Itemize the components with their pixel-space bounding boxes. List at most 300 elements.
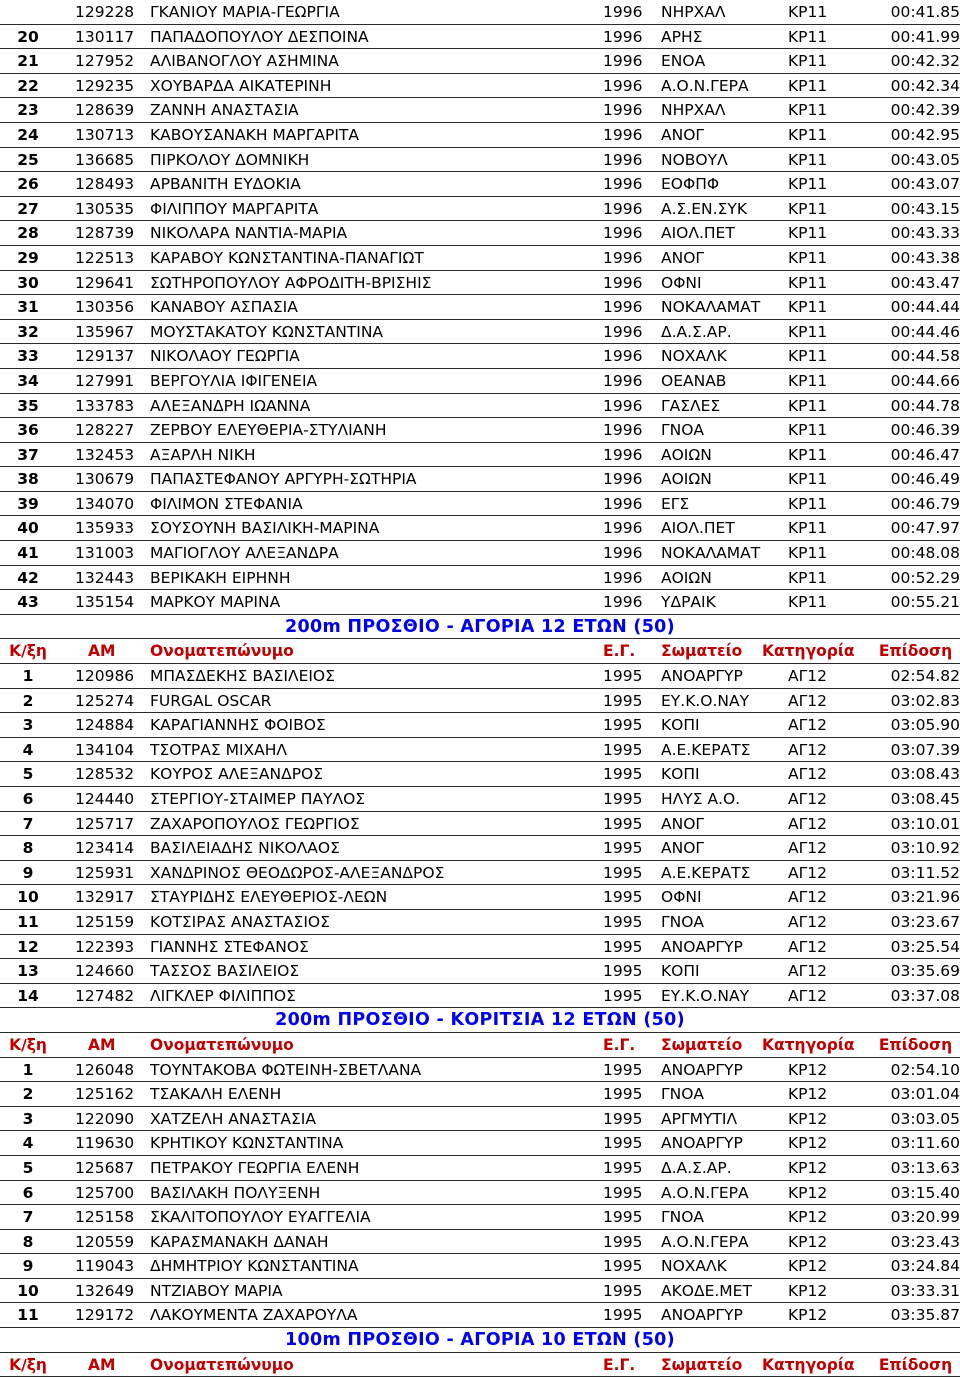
club-cell: ΓΑΣΛΕΣ bbox=[661, 396, 721, 415]
table-row bbox=[0, 295, 960, 320]
table-row bbox=[0, 861, 960, 886]
category-cell: ΚΡ11 bbox=[788, 421, 828, 440]
table-row bbox=[0, 1082, 960, 1107]
member-id-cell: 119630 bbox=[75, 1134, 135, 1153]
club-cell: ΑΙΟΛ.ΠΕΤ bbox=[661, 519, 735, 538]
athlete-name-cell: ΚΑΡΑΒΟΥ ΚΩΝΣΤΑΝΤΙΝΑ-ΠΑΝΑΓΙΩΤ bbox=[150, 248, 424, 267]
rank-cell: 13 bbox=[17, 962, 39, 981]
category-cell: ΚΡ11 bbox=[788, 199, 828, 218]
column-header-row bbox=[0, 1033, 960, 1058]
rank-cell: 5 bbox=[22, 1158, 34, 1177]
category-cell: ΚΡ11 bbox=[788, 494, 828, 513]
time-cell: 03:10.01 bbox=[890, 814, 960, 833]
table-row bbox=[0, 1107, 960, 1132]
time-cell: 03:08.45 bbox=[890, 790, 960, 808]
category-cell: ΑΓ12 bbox=[788, 839, 827, 858]
table-row bbox=[0, 689, 960, 714]
athlete-name-cell: ΝΤΖΙΑΒΟΥ ΜΑΡΙΑ bbox=[150, 1281, 283, 1300]
category-cell: ΚΡ12 bbox=[788, 1109, 828, 1128]
club-cell: ΝΟΚΑΛΑΜΑΤ bbox=[661, 544, 761, 563]
category-cell: ΑΓ12 bbox=[788, 667, 827, 686]
member-id-cell: 129641 bbox=[75, 273, 135, 292]
table-row bbox=[0, 935, 960, 960]
category-cell: ΑΓ12 bbox=[788, 716, 827, 735]
athlete-name-cell: ΝΙΚΟΛΑΡΑ ΝΑΝΤΙΑ-ΜΑΡΙΑ bbox=[150, 224, 348, 243]
table-row bbox=[0, 0, 960, 25]
table-row bbox=[0, 910, 960, 935]
member-id-cell: 124884 bbox=[75, 716, 135, 735]
club-cell: ΑΟΙΩΝ bbox=[661, 568, 712, 587]
member-id-cell: 122090 bbox=[75, 1109, 135, 1128]
category-cell: ΚΡ11 bbox=[788, 593, 828, 612]
header-club: Σωματείο bbox=[661, 642, 743, 661]
table-row bbox=[0, 984, 960, 1009]
club-cell: ΝΟΧΑΛΚ bbox=[661, 347, 727, 366]
club-cell: ΑΝΟΑΡΓΥΡ bbox=[661, 1060, 743, 1079]
time-cell: 03:24.84 bbox=[890, 1257, 960, 1276]
table-row bbox=[0, 762, 960, 787]
club-cell: ΑΝΟΑΡΓΥΡ bbox=[661, 1306, 743, 1325]
category-cell: ΚΡ11 bbox=[788, 445, 828, 464]
club-cell: ΕΥ.Κ.Ο.ΝΑΥ bbox=[661, 986, 750, 1005]
athlete-name-cell: ΑΞΑΡΛΗ ΝΙΚΗ bbox=[150, 445, 256, 464]
club-cell: ΕΝΟΑ bbox=[661, 52, 706, 71]
category-cell: ΚΡ11 bbox=[788, 396, 828, 415]
rank-cell: 14 bbox=[17, 986, 39, 1005]
category-cell: ΚΡ11 bbox=[788, 175, 828, 194]
club-cell: ΑΡΗΣ bbox=[661, 27, 703, 46]
birth-year-cell: 1996 bbox=[603, 371, 643, 390]
birth-year-cell: 1996 bbox=[603, 494, 643, 513]
time-cell: 00:52.29 bbox=[890, 568, 960, 587]
header-category: Κατηγορία bbox=[762, 1355, 855, 1374]
birth-year-cell: 1996 bbox=[603, 347, 643, 366]
member-id-cell: 132917 bbox=[75, 888, 135, 907]
header-club: Σωματείο bbox=[661, 1355, 743, 1374]
rank-cell: 2 bbox=[22, 691, 34, 710]
time-cell: 03:03.05 bbox=[890, 1109, 960, 1128]
table-row bbox=[0, 369, 960, 394]
time-cell: 00:46.47 bbox=[890, 445, 960, 464]
results-group-girls-12 bbox=[0, 1058, 960, 1329]
header-rank: Κ/ξη bbox=[9, 642, 47, 661]
member-id-cell: 129235 bbox=[75, 76, 135, 95]
category-cell: ΑΓ12 bbox=[788, 962, 827, 981]
header-time: Επίδοση bbox=[878, 642, 953, 661]
time-cell: 00:42.95 bbox=[890, 125, 960, 144]
athlete-name-cell: ΚΑΡΑΣΜΑΝΑΚΗ ΔΑΝΑΗ bbox=[150, 1232, 329, 1251]
club-cell: ΥΔΡΑΙΚ bbox=[661, 593, 716, 612]
member-id-cell: 125162 bbox=[75, 1085, 135, 1104]
table-row bbox=[0, 197, 960, 222]
category-cell: ΚΡ11 bbox=[788, 101, 828, 120]
table-row bbox=[0, 812, 960, 837]
time-cell: 03:05.90 bbox=[890, 716, 960, 735]
table-row bbox=[0, 885, 960, 910]
club-cell: Α.Σ.ΕΝ.ΣΥΚ bbox=[661, 199, 747, 218]
member-id-cell: 125687 bbox=[75, 1158, 135, 1177]
athlete-name-cell: ΧΑΝΔΡΙΝΟΣ ΘΕΟΔΩΡΟΣ-ΑΛΕΞΑΝΔΡΟΣ bbox=[150, 863, 445, 882]
athlete-name-cell: ΚΑΒΟΥΣΑΝΑΚΗ ΜΑΡΓΑΡΙΤΑ bbox=[150, 125, 359, 144]
member-id-cell: 125158 bbox=[75, 1208, 135, 1227]
header-am: ΑΜ bbox=[88, 1035, 116, 1054]
club-cell: Α.Ε.ΚΕΡΑΤΣ bbox=[661, 863, 751, 882]
member-id-cell: 130535 bbox=[75, 199, 135, 218]
member-id-cell: 130356 bbox=[75, 298, 135, 317]
member-id-cell: 129172 bbox=[75, 1306, 135, 1325]
rank-cell: 24 bbox=[17, 125, 39, 144]
member-id-cell: 134104 bbox=[75, 740, 135, 759]
club-cell: ΝΟΒΟΥΛ bbox=[661, 150, 728, 169]
athlete-name-cell: ΣΚΑΛΙΤΟΠΟΥΛΟΥ ΕΥΑΓΓΕΛΙΑ bbox=[150, 1208, 371, 1227]
rank-cell: 7 bbox=[22, 1208, 34, 1227]
time-cell: 03:21.96 bbox=[890, 888, 960, 907]
club-cell: ΕΥ.Κ.Ο.ΝΑΥ bbox=[661, 691, 750, 710]
table-row bbox=[0, 787, 960, 812]
member-id-cell: 135933 bbox=[75, 519, 135, 538]
member-id-cell: 125700 bbox=[75, 1183, 135, 1202]
member-id-cell: 119043 bbox=[75, 1257, 135, 1276]
club-cell: ΝΗΡΧΑΛ bbox=[661, 3, 726, 21]
birth-year-cell: 1996 bbox=[603, 445, 643, 464]
column-header-row bbox=[0, 1353, 960, 1377]
category-cell: ΚΡ12 bbox=[788, 1232, 828, 1251]
rank-cell: 21 bbox=[17, 52, 39, 71]
birth-year-cell: 1996 bbox=[603, 322, 643, 341]
member-id-cell: 128493 bbox=[75, 175, 135, 194]
table-row bbox=[0, 172, 960, 197]
club-cell: ΓΝΟΑ bbox=[661, 421, 705, 440]
rank-cell: 30 bbox=[17, 273, 39, 292]
member-id-cell: 129228 bbox=[75, 3, 135, 21]
category-cell: ΚΡ11 bbox=[788, 3, 828, 21]
member-id-cell: 128532 bbox=[75, 765, 135, 784]
athlete-name-cell: ΜΠΑΣΔΕΚΗΣ ΒΑΣΙΛΕΙΟΣ bbox=[150, 667, 335, 686]
athlete-name-cell: ΓΙΑΝΝΗΣ ΣΤΕΦΑΝΟΣ bbox=[150, 937, 309, 956]
rank-cell: 29 bbox=[17, 248, 39, 267]
athlete-name-cell: ΑΛΙΒΑΝΟΓΛΟΥ ΑΣΗΜΙΝΑ bbox=[150, 52, 339, 71]
birth-year-cell: 1995 bbox=[603, 1183, 643, 1202]
club-cell: Δ.Α.Σ.ΑΡ. bbox=[661, 322, 732, 341]
club-cell: ΚΟΠΙ bbox=[661, 765, 700, 784]
club-cell: ΕΓΣ bbox=[661, 494, 690, 513]
category-cell: ΑΓ12 bbox=[788, 937, 827, 956]
club-cell: ΑΝΟΓ bbox=[661, 248, 705, 267]
rank-cell: 5 bbox=[22, 765, 34, 784]
time-cell: 03:07.39 bbox=[890, 740, 960, 759]
member-id-cell: 122513 bbox=[75, 248, 135, 267]
category-cell: ΑΓ12 bbox=[788, 814, 827, 833]
rank-cell: 11 bbox=[17, 912, 39, 931]
rank-cell: 4 bbox=[22, 740, 34, 759]
table-row bbox=[0, 713, 960, 738]
table-row bbox=[0, 1156, 960, 1181]
club-cell: ΑΝΟΑΡΓΥΡ bbox=[661, 1134, 743, 1153]
rank-cell: 3 bbox=[22, 1109, 34, 1128]
rank-cell: 38 bbox=[17, 470, 39, 489]
table-row bbox=[0, 74, 960, 99]
birth-year-cell: 1995 bbox=[603, 1085, 643, 1104]
header-am: ΑΜ bbox=[88, 1355, 116, 1374]
time-cell: 00:43.07 bbox=[890, 175, 960, 194]
time-cell: 00:42.32 bbox=[890, 52, 960, 71]
time-cell: 00:41.85 bbox=[890, 3, 960, 21]
time-cell: 03:23.67 bbox=[890, 912, 960, 931]
rank-cell: 31 bbox=[17, 298, 39, 317]
time-cell: 03:15.40 bbox=[890, 1183, 960, 1202]
member-id-cell: 136685 bbox=[75, 150, 135, 169]
athlete-name-cell: ΖΑΧΑΡΟΠΟΥΛΟΣ ΓΕΩΡΓΙΟΣ bbox=[150, 814, 360, 833]
birth-year-cell: 1995 bbox=[603, 1232, 643, 1251]
member-id-cell: 133783 bbox=[75, 396, 135, 415]
member-id-cell: 120986 bbox=[75, 667, 135, 686]
athlete-name-cell: ΒΑΣΙΛΕΙΑΔΗΣ ΝΙΚΟΛΑΟΣ bbox=[150, 839, 340, 858]
time-cell: 00:43.33 bbox=[890, 224, 960, 243]
table-row bbox=[0, 1058, 960, 1083]
club-cell: Α.Ο.Ν.ΓΕΡΑ bbox=[661, 1183, 749, 1202]
time-cell: 03:35.69 bbox=[890, 962, 960, 981]
athlete-name-cell: ΠΕΤΡΑΚΟΥ ΓΕΩΡΓΙΑ ΕΛΕΝΗ bbox=[150, 1158, 360, 1177]
time-cell: 03:11.52 bbox=[890, 863, 960, 882]
category-cell: ΚΡ12 bbox=[788, 1208, 828, 1227]
rank-cell: 34 bbox=[17, 371, 39, 390]
time-cell: 00:41.99 bbox=[890, 27, 960, 46]
athlete-name-cell: ΜΟΥΣΤΑΚΑΤΟΥ ΚΩΝΣΤΑΝΤΙΝΑ bbox=[150, 322, 384, 341]
birth-year-cell: 1996 bbox=[603, 421, 643, 440]
results-group-boys-12 bbox=[0, 664, 960, 1008]
birth-year-cell: 1996 bbox=[603, 470, 643, 489]
table-row bbox=[0, 123, 960, 148]
club-cell: ΟΕΑΝΑΒ bbox=[661, 371, 727, 390]
category-cell: ΑΓ12 bbox=[788, 790, 827, 808]
category-cell: ΚΡ12 bbox=[788, 1257, 828, 1276]
header-time: Επίδοση bbox=[878, 1035, 953, 1054]
birth-year-cell: 1995 bbox=[603, 937, 643, 956]
table-row bbox=[0, 1303, 960, 1328]
member-id-cell: 127991 bbox=[75, 371, 135, 390]
rank-cell: 33 bbox=[17, 347, 39, 366]
table-row bbox=[0, 516, 960, 541]
header-am: ΑΜ bbox=[88, 642, 116, 661]
category-cell: ΚΡ12 bbox=[788, 1134, 828, 1153]
birth-year-cell: 1996 bbox=[603, 27, 643, 46]
time-cell: 02:54.10 bbox=[890, 1060, 960, 1079]
birth-year-cell: 1995 bbox=[603, 863, 643, 882]
table-row bbox=[0, 320, 960, 345]
birth-year-cell: 1995 bbox=[603, 716, 643, 735]
birth-year-cell: 1995 bbox=[603, 1208, 643, 1227]
club-cell: ΑΝΟΑΡΓΥΡ bbox=[661, 667, 743, 686]
member-id-cell: 132443 bbox=[75, 568, 135, 587]
athlete-name-cell: ΒΑΣΙΛΑΚΗ ΠΟΛΥΞΕΝΗ bbox=[150, 1183, 321, 1202]
birth-year-cell: 1995 bbox=[603, 1109, 643, 1128]
header-year: Ε.Γ. bbox=[603, 1035, 636, 1054]
table-row bbox=[0, 664, 960, 689]
category-cell: ΚΡ11 bbox=[788, 371, 828, 390]
time-cell: 00:44.46 bbox=[890, 322, 960, 341]
member-id-cell: 127482 bbox=[75, 986, 135, 1005]
header-club: Σωματείο bbox=[661, 1035, 743, 1054]
event-title-boys-12: 200m ΠΡΟΣΘΙΟ - ΑΓΟΡΙΑ 12 ΕΤΩΝ (50) bbox=[0, 615, 960, 640]
club-cell: ΑΝΟΓ bbox=[661, 125, 705, 144]
birth-year-cell: 1995 bbox=[603, 667, 643, 686]
table-row bbox=[0, 1254, 960, 1279]
rank-cell: 8 bbox=[22, 839, 34, 858]
time-cell: 00:43.38 bbox=[890, 248, 960, 267]
club-cell: ΚΟΠΙ bbox=[661, 716, 700, 735]
rank-cell: 8 bbox=[22, 1232, 34, 1251]
category-cell: ΚΡ12 bbox=[788, 1306, 828, 1325]
header-rank: Κ/ξη bbox=[9, 1035, 47, 1054]
member-id-cell: 125159 bbox=[75, 912, 135, 931]
club-cell: Α.Ο.Ν.ΓΕΡΑ bbox=[661, 1232, 749, 1251]
category-cell: ΑΓ12 bbox=[788, 912, 827, 931]
club-cell: Δ.Α.Σ.ΑΡ. bbox=[661, 1158, 732, 1177]
time-cell: 03:02.83 bbox=[890, 691, 960, 710]
birth-year-cell: 1996 bbox=[603, 52, 643, 71]
athlete-name-cell: ΤΟΥΝΤΑΚΟΒΑ ΦΩΤΕΙΝΗ-ΣΒΕΤΛΑΝΑ bbox=[150, 1060, 422, 1079]
rank-cell: 23 bbox=[17, 101, 39, 120]
athlete-name-cell: ΜΑΓΙΟΓΛΟΥ ΑΛΕΞΑΝΔΡΑ bbox=[150, 544, 339, 563]
table-row bbox=[0, 836, 960, 861]
birth-year-cell: 1996 bbox=[603, 224, 643, 243]
athlete-name-cell: ΖΕΡΒΟΥ ΕΛΕΥΘΕΡΙΑ-ΣΤΥΛΙΑΝΗ bbox=[150, 421, 387, 440]
birth-year-cell: 1996 bbox=[603, 273, 643, 292]
header-year: Ε.Γ. bbox=[603, 642, 636, 661]
rank-cell: 41 bbox=[17, 544, 39, 563]
member-id-cell: 129137 bbox=[75, 347, 135, 366]
table-row bbox=[0, 394, 960, 419]
athlete-name-cell: ΤΣΑΚΑΛΗ ΕΛΕΝΗ bbox=[150, 1085, 282, 1104]
rank-cell: 9 bbox=[22, 1257, 34, 1276]
time-cell: 03:20.99 bbox=[890, 1208, 960, 1227]
header-time: Επίδοση bbox=[878, 1355, 953, 1374]
category-cell: ΚΡ11 bbox=[788, 347, 828, 366]
athlete-name-cell: ΚΟΥΡΟΣ ΑΛΕΞΑΝΔΡΟΣ bbox=[150, 765, 324, 784]
time-cell: 03:10.92 bbox=[890, 839, 960, 858]
category-cell: ΚΡ11 bbox=[788, 298, 828, 317]
category-cell: ΑΓ12 bbox=[788, 986, 827, 1005]
rank-cell: 37 bbox=[17, 445, 39, 464]
athlete-name-cell: ΚΡΗΤΙΚΟΥ ΚΩΝΣΤΑΝΤΙΝΑ bbox=[150, 1134, 344, 1153]
birth-year-cell: 1995 bbox=[603, 1158, 643, 1177]
header-name: Ονοματεπώνυμο bbox=[150, 1035, 294, 1054]
table-row bbox=[0, 959, 960, 984]
birth-year-cell: 1995 bbox=[603, 1257, 643, 1276]
category-cell: ΚΡ11 bbox=[788, 76, 828, 95]
athlete-name-cell: ΠΙΡΚΟΛΟΥ ΔΟΜΝΙΚΗ bbox=[150, 150, 310, 169]
time-cell: 03:23.43 bbox=[890, 1232, 960, 1251]
table-row bbox=[0, 418, 960, 443]
time-cell: 00:42.39 bbox=[890, 101, 960, 120]
member-id-cell: 122393 bbox=[75, 937, 135, 956]
table-row bbox=[0, 492, 960, 517]
athlete-name-cell: ΤΣΟΤΡΑΣ ΜΙΧΑΗΛ bbox=[150, 740, 288, 759]
athlete-name-cell: FURGAL OSCAR bbox=[150, 691, 272, 710]
rank-cell: 42 bbox=[17, 568, 39, 587]
rank-cell: 4 bbox=[22, 1134, 34, 1153]
club-cell: ΓΝΟΑ bbox=[661, 912, 705, 931]
rank-cell: 3 bbox=[22, 716, 34, 735]
club-cell: ΓΝΟΑ bbox=[661, 1208, 705, 1227]
category-cell: ΚΡ11 bbox=[788, 150, 828, 169]
header-year: Ε.Γ. bbox=[603, 1355, 636, 1374]
table-row bbox=[0, 221, 960, 246]
table-row bbox=[0, 49, 960, 74]
member-id-cell: 120559 bbox=[75, 1232, 135, 1251]
birth-year-cell: 1996 bbox=[603, 248, 643, 267]
birth-year-cell: 1995 bbox=[603, 1281, 643, 1300]
rank-cell: 6 bbox=[22, 790, 34, 808]
birth-year-cell: 1996 bbox=[603, 150, 643, 169]
rank-cell: 1 bbox=[22, 1060, 34, 1079]
rank-cell: 32 bbox=[17, 322, 39, 341]
rank-cell: 2 bbox=[22, 1085, 34, 1104]
time-cell: 00:44.78 bbox=[890, 396, 960, 415]
birth-year-cell: 1996 bbox=[603, 175, 643, 194]
athlete-name-cell: ΒΕΡΙΚΑΚΗ ΕΙΡΗΝΗ bbox=[150, 568, 291, 587]
category-cell: ΚΡ11 bbox=[788, 125, 828, 144]
category-cell: ΑΓ12 bbox=[788, 888, 827, 907]
athlete-name-cell: ΝΙΚΟΛΑΟΥ ΓΕΩΡΓΙΑ bbox=[150, 347, 300, 366]
athlete-name-cell: ΚΑΡΑΓΙΑΝΝΗΣ ΦΟΙΒΟΣ bbox=[150, 716, 326, 735]
club-cell: Α.Ε.ΚΕΡΑΤΣ bbox=[661, 740, 751, 759]
table-row bbox=[0, 246, 960, 271]
time-cell: 00:43.47 bbox=[890, 273, 960, 292]
table-row bbox=[0, 467, 960, 492]
category-cell: ΚΡ11 bbox=[788, 27, 828, 46]
athlete-name-cell: ΣΟΥΣΟΥΝΗ ΒΑΣΙΛΙΚΗ-ΜΑΡΙΝΑ bbox=[150, 519, 380, 538]
category-cell: ΚΡ12 bbox=[788, 1085, 828, 1104]
birth-year-cell: 1996 bbox=[603, 568, 643, 587]
rank-cell: 7 bbox=[22, 814, 34, 833]
header-name: Ονοματεπώνυμο bbox=[150, 1355, 294, 1374]
athlete-name-cell: ΦΙΛΙΜΟΝ ΣΤΕΦΑΝΙΑ bbox=[150, 494, 303, 513]
rank-cell: 12 bbox=[17, 937, 39, 956]
rank-cell: 28 bbox=[17, 224, 39, 243]
category-cell: ΚΡ11 bbox=[788, 544, 828, 563]
birth-year-cell: 1995 bbox=[603, 1134, 643, 1153]
rank-cell: 27 bbox=[17, 199, 39, 218]
table-row bbox=[0, 541, 960, 566]
time-cell: 00:47.97 bbox=[890, 519, 960, 538]
time-cell: 03:37.08 bbox=[890, 986, 960, 1005]
rank-cell: 22 bbox=[17, 76, 39, 95]
rank-cell: 36 bbox=[17, 421, 39, 440]
birth-year-cell: 1995 bbox=[603, 691, 643, 710]
header-category: Κατηγορία bbox=[762, 642, 855, 661]
member-id-cell: 128739 bbox=[75, 224, 135, 243]
athlete-name-cell: ΧΟΥΒΑΡΔΑ ΑΙΚΑΤΕΡΙΝΗ bbox=[150, 76, 332, 95]
rank-cell: 39 bbox=[17, 494, 39, 513]
club-cell: ΝΗΡΧΑΛ bbox=[661, 101, 726, 120]
club-cell: ΝΟΧΑΛΚ bbox=[661, 1257, 727, 1276]
category-cell: ΚΡ11 bbox=[788, 52, 828, 71]
club-cell: Α.Ο.Ν.ΓΕΡΑ bbox=[661, 76, 749, 95]
header-category: Κατηγορία bbox=[762, 1035, 855, 1054]
category-cell: ΚΡ11 bbox=[788, 224, 828, 243]
birth-year-cell: 1996 bbox=[603, 76, 643, 95]
rank-cell: 35 bbox=[17, 396, 39, 415]
athlete-name-cell: ΑΛΕΞΑΝΔΡΗ ΙΩΑΝΝΑ bbox=[150, 396, 311, 415]
athlete-name-cell: ΚΟΤΣΙΡΑΣ ΑΝΑΣΤΑΣΙΟΣ bbox=[150, 912, 330, 931]
table-row bbox=[0, 1279, 960, 1304]
rank-cell: 10 bbox=[17, 1281, 39, 1300]
athlete-name-cell: ΜΑΡΚΟΥ ΜΑΡΙΝΑ bbox=[150, 593, 281, 612]
member-id-cell: 132649 bbox=[75, 1281, 135, 1300]
rank-cell: 20 bbox=[17, 27, 39, 46]
time-cell: 00:42.34 bbox=[890, 76, 960, 95]
